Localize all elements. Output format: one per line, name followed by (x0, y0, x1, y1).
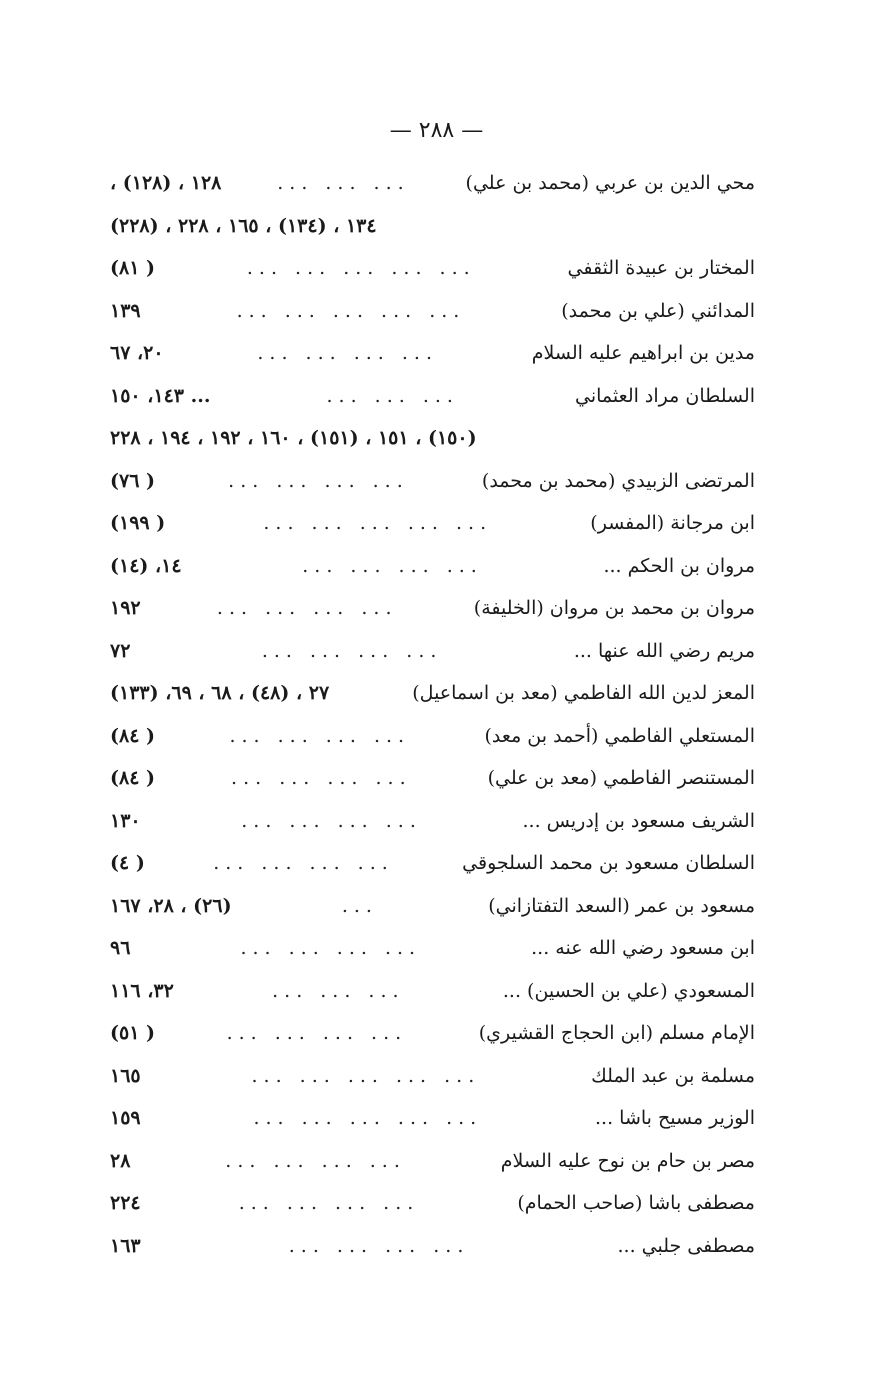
entry-name: ابن مرجانة (المفسر) (590, 512, 755, 535)
leader-dots: ... ... ... ... (226, 1022, 408, 1045)
entry-name: السلطان مراد العثماني (575, 384, 755, 407)
entry-name: مسلمة بن عبد الملك (591, 1064, 755, 1087)
index-entry (110, 332, 755, 375)
leader-dots: ... (341, 894, 378, 917)
index-entry (110, 885, 755, 928)
index-entry (110, 587, 755, 630)
entry-name: المرتضى الزبيدي (محمد بن محمد) (481, 469, 755, 492)
entry-name: مدين بن ابراهيم عليه السلام (531, 342, 755, 365)
index-entry (110, 1055, 755, 1098)
leader-dots: ... ... ... ... (261, 639, 443, 662)
entry-pages: ( ٨٤) (110, 724, 156, 747)
index-entry-continuation (110, 417, 755, 460)
leader-dots: ... ... ... ... (302, 554, 483, 577)
index-entry (110, 162, 755, 205)
entry-name: محي الدين بن عربي (محمد بن علي) (465, 172, 755, 195)
entry-pages: ( ٨١) (110, 257, 156, 280)
index-entry (110, 1012, 755, 1055)
index-entry (110, 842, 755, 885)
index-entry (110, 290, 755, 333)
index-entry (110, 927, 755, 970)
entry-pages: ١٣٠ (110, 809, 141, 832)
index-entry (110, 757, 755, 800)
index-entry (110, 1140, 755, 1183)
index-entry (110, 800, 755, 843)
entry-pages: ١٦٣ (110, 1234, 141, 1257)
entry-pages: ٢٧ ، (٤٨) ، ٦٨ ، ٦٩، (١٣٣) (110, 682, 330, 705)
entry-name: المختار بن عبيدة الثقفي (567, 257, 755, 280)
entry-name: مصر بن حام بن نوح عليه السلام (500, 1149, 755, 1172)
entry-pages: ( ٤) (110, 852, 145, 875)
leader-dots: ... ... ... ... (241, 809, 422, 832)
entry-name: الوزير مسيح باشا ... (595, 1107, 755, 1130)
entry-pages: ٧٢ (110, 639, 131, 662)
entry-name: المستنصر الفاطمي (معد بن علي) (487, 767, 755, 790)
leader-dots: ... ... ... ... (288, 1234, 470, 1257)
entry-name: المسعودي (علي بن الحسين) ... (502, 979, 755, 1002)
leader-dots: ... ... ... ... (257, 342, 438, 365)
index-entry (110, 545, 755, 588)
entry-pages: ٩٦ (110, 937, 131, 960)
entry-name: مروان بن محمد بن مروان (الخليفة) (473, 597, 755, 620)
entry-pages: (٢٦) ، ٢٨، ١٦٧ (110, 894, 232, 917)
index-entry (110, 1097, 755, 1140)
entry-pages: ( ١٩٩) (110, 512, 166, 535)
entry-pages: ٣٢، ١١٦ (110, 979, 174, 1002)
index-entry (110, 715, 755, 758)
entry-pages: ١٥٩ (110, 1107, 141, 1130)
entry-name: المستعلي الفاطمي (أحمد بن معد) (484, 724, 755, 747)
leader-dots: ... ... ... ... ... (251, 1064, 481, 1087)
entry-pages: ١٣٤ ، (١٣٤) ، ١٦٥ ، ٢٢٨ ، (٢٢٨) (110, 214, 377, 237)
entry-pages: ١٢٨ ، (١٢٨) ، (110, 172, 222, 195)
entry-name: ابن مسعود رضي الله عنه ... (531, 937, 755, 960)
leader-dots: ... ... ... ... (231, 767, 412, 790)
index-entry (110, 630, 755, 673)
leader-dots: ... ... ... ... (228, 469, 409, 492)
entry-name: مصطفى جلبي ... (617, 1234, 755, 1257)
entry-pages: ( ٧٦) (110, 469, 156, 492)
entry-pages: ٢٨ (110, 1149, 131, 1172)
entry-name: المعز لدين الله الفاطمي (معد بن اسماعيل) (412, 682, 755, 705)
entry-name: المدائني (علي بن محمد) (561, 299, 755, 322)
entry-name: السلطان مسعود بن محمد السلجوقي (462, 852, 755, 875)
entry-name: مسعود بن عمر (السعد التفتازاني) (488, 894, 755, 917)
entry-name: مروان بن الحكم ... (603, 554, 755, 577)
leader-dots: ... ... ... ... (213, 852, 394, 875)
leader-dots: ... ... ... (326, 384, 459, 407)
index-entry (110, 375, 755, 418)
leader-dots: ... ... ... ... ... (246, 257, 476, 280)
leader-dots: ... ... ... ... (240, 937, 422, 960)
index-entry (110, 970, 755, 1013)
entry-pages: ٢٢٤ (110, 1192, 141, 1215)
leader-dots: ... ... ... ... (238, 1192, 420, 1215)
entry-pages: ٢٠، ٦٧ (110, 342, 164, 365)
leader-dots: ... ... ... (277, 172, 410, 195)
index-entry (110, 1225, 755, 1268)
index-entry (110, 247, 755, 290)
entry-pages: ١٩٢ (110, 597, 141, 620)
index-entry-continuation (110, 205, 755, 248)
leader-dots: ... ... ... ... (225, 1149, 406, 1172)
entry-pages: ١٦٥ (110, 1064, 141, 1087)
entry-name: مصطفى باشا (صاحب الحمام) (517, 1192, 755, 1215)
leader-dots: ... ... ... ... ... (263, 512, 493, 535)
entry-pages: ١٣٩ (110, 299, 141, 322)
leader-dots: ... ... ... ... ... (236, 299, 466, 322)
index-entry (110, 1182, 755, 1225)
entry-pages: ... ١٤٣، ١٥٠ (110, 384, 211, 407)
index-entry (110, 502, 755, 545)
entry-pages: ( ٥١) (110, 1022, 156, 1045)
entry-name: مريم رضي الله عنها ... (573, 639, 755, 662)
leader-dots: ... ... ... ... (216, 597, 398, 620)
entry-pages: ( ٨٤) (110, 767, 156, 790)
entry-pages: (١٥٠) ، ١٥١ ، (١٥١) ، ١٦٠ ، ١٩٢ ، ١٩٤ ، ٢٢٨ (110, 427, 477, 450)
page-number: — ٢٨٨ — (389, 118, 484, 143)
index-entry (110, 460, 755, 503)
index-entry (110, 672, 755, 715)
name-index (110, 162, 755, 1267)
entry-name: الشريف مسعود بن إدريس ... (522, 809, 755, 832)
leader-dots: ... ... ... ... ... (253, 1107, 483, 1130)
leader-dots: ... ... ... ... (229, 724, 411, 747)
entry-pages: ١٤، (١٤) (110, 554, 182, 577)
entry-name: الإمام مسلم (ابن الحجاج القشيري) (478, 1022, 755, 1045)
leader-dots: ... ... ... (272, 979, 405, 1002)
